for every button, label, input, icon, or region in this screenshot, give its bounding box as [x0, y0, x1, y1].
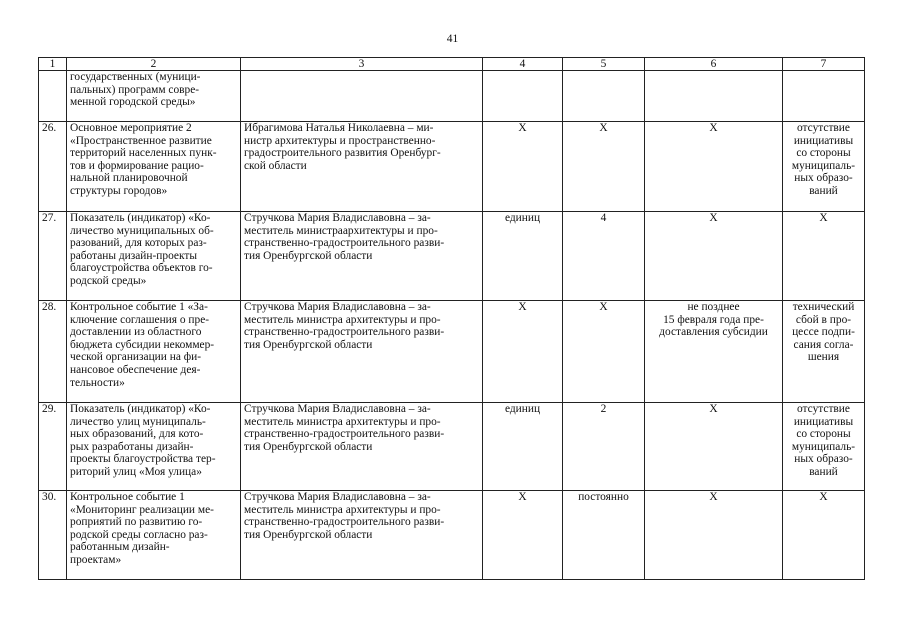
- row-number: 30.: [39, 491, 67, 580]
- event-cell: Показатель (индикатор) «Ко- личество муниципальных об- разований, для которых раз- работаны дизайн-проекты благоустройства объектов го- родской среды»: [67, 212, 241, 301]
- page-number: 41: [446, 33, 459, 45]
- table-row: [39, 122, 865, 212]
- responsible-cell: Ибрагимова Наталья Николаевна – ми- нистр архитектуры и пространственно- градостроительного развития Оренбург- ской области: [241, 122, 483, 212]
- responsible-cell: Стручкова Мария Владиславовна – за- меститель министра архитектуры и про- странственно-градостроительного разви- тия Оренбургской области: [241, 491, 483, 580]
- responsible-cell: Стручкова Мария Владиславовна – за- меститель министраархитектуры и про- странственно-градостроительного разви- тия Оренбургской области: [241, 212, 483, 301]
- responsible-cell: Стручкова Мария Владиславовна – за- меститель министра архитектуры и про- странственно-градостроительного разви- тия Оренбургской области: [241, 301, 483, 403]
- note-cell: отсутствие инициативы со стороны муниципаль- ных образо- ваний: [783, 122, 865, 212]
- note-cell: Х: [783, 212, 865, 301]
- column-header: 5: [563, 58, 645, 71]
- column-header: 7: [783, 58, 865, 71]
- unit-cell: Х: [483, 122, 563, 212]
- event-cell: Основное мероприятие 2 «Пространственное развитие территорий населенных пунк- тов и формирование рацио- нальной планировочной структуры городов»: [67, 122, 241, 212]
- unit-cell: Х: [483, 491, 563, 580]
- value-cell: постоянно: [563, 491, 645, 580]
- table-row: [39, 71, 865, 122]
- row-number: 29.: [39, 403, 67, 491]
- value-cell: 2: [563, 403, 645, 491]
- note-cell: технический сбой в про- цессе подпи- сания согла- шения: [783, 301, 865, 403]
- unit-cell: единиц: [483, 403, 563, 491]
- column-header: 3: [241, 58, 483, 71]
- table-row: [39, 301, 865, 403]
- deadline-cell: Х: [645, 212, 783, 301]
- event-cell: Контрольное событие 1 «За- ключение соглашения о пре- доставлении из областного бюджета субсидии некоммер- ческой организации на фи- нансовое обеспечение дея- тельности»: [67, 301, 241, 403]
- note-cell: отсутствие инициативы со стороны муниципаль- ных образо- ваний: [783, 403, 865, 491]
- row-number: 26.: [39, 122, 67, 212]
- table-row: [39, 491, 865, 580]
- deadline-cell: не позднее 15 февраля года пре- доставления субсидии: [645, 301, 783, 403]
- unit-cell: Х: [483, 301, 563, 403]
- row-number: 27.: [39, 212, 67, 301]
- unit-cell: единиц: [483, 212, 563, 301]
- column-header: 4: [483, 58, 563, 71]
- table-row: [39, 403, 865, 491]
- deadline-cell: Х: [645, 491, 783, 580]
- row-number: [39, 71, 67, 122]
- event-cell: государственных (муници- пальных) программ совре- менной городской среды»: [67, 71, 241, 122]
- event-cell: Контрольное событие 1 «Мониторинг реализации ме- роприятий по развитию го- родской среды согласно раз- работанным дизайн- проектам»: [67, 491, 241, 580]
- unit-cell: [483, 71, 563, 122]
- value-cell: [563, 71, 645, 122]
- column-header: 6: [645, 58, 783, 71]
- row-number: 28.: [39, 301, 67, 403]
- value-cell: 4: [563, 212, 645, 301]
- table-row: [39, 212, 865, 301]
- deadline-cell: Х: [645, 403, 783, 491]
- column-header: 2: [67, 58, 241, 71]
- deadline-cell: [645, 71, 783, 122]
- deadline-cell: Х: [645, 122, 783, 212]
- note-cell: [783, 71, 865, 122]
- value-cell: Х: [563, 301, 645, 403]
- monitoring-table: [38, 57, 865, 580]
- table-header-row: [39, 58, 865, 71]
- value-cell: Х: [563, 122, 645, 212]
- event-cell: Показатель (индикатор) «Ко- личество улиц муниципаль- ных образований, для кото- рых разработаны дизайн- проекты благоустройства тер- риторий улиц «Моя улица»: [67, 403, 241, 491]
- column-header: 1: [39, 58, 67, 71]
- note-cell: Х: [783, 491, 865, 580]
- responsible-cell: Стручкова Мария Владиславовна – за- меститель министра архитектуры и про- странственно-градостроительного разви- тия Оренбургской области: [241, 403, 483, 491]
- responsible-cell: [241, 71, 483, 122]
